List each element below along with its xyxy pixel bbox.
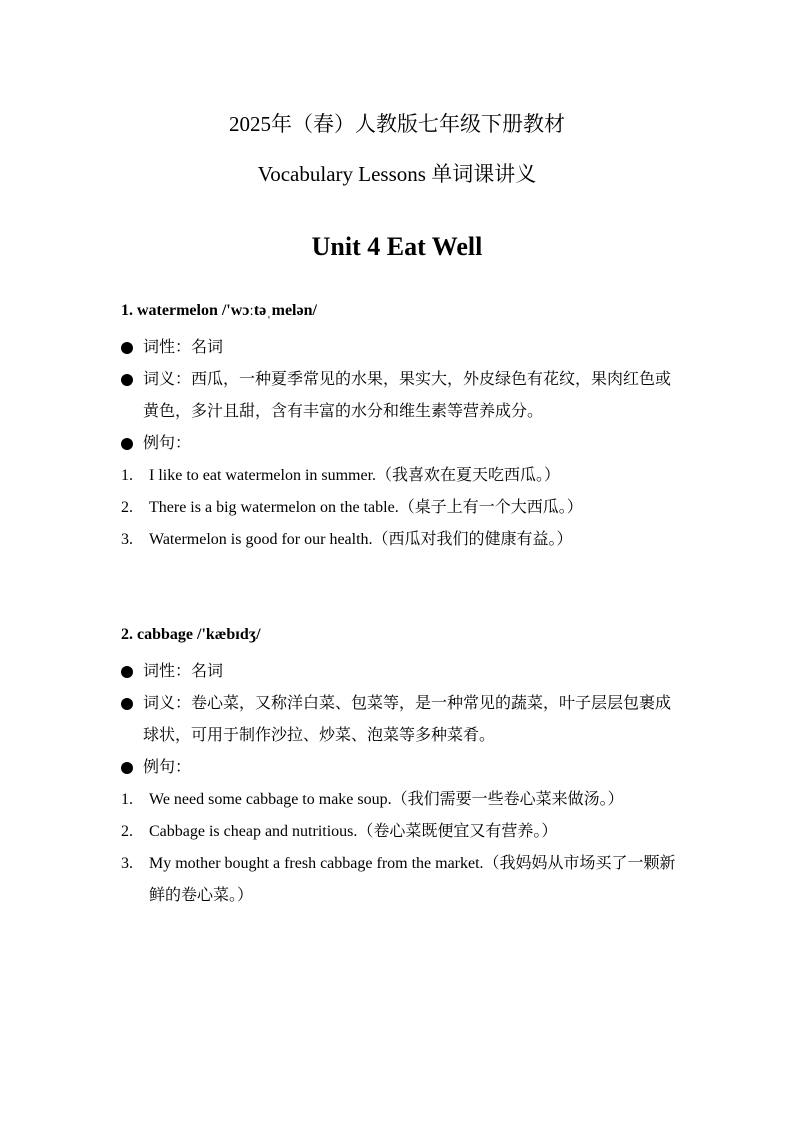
- unit-title: Unit 4 Eat Well: [311, 232, 483, 261]
- example-number: 1.: [121, 791, 133, 808]
- definition: [121, 688, 681, 752]
- part-of-speech: [121, 656, 681, 688]
- bullet-icon: [121, 698, 133, 710]
- definition-text: 词义：卷心菜，又称洋白菜、包菜等，是一种常见的蔬菜，叶子层层包裹成球状，可用于制作沙拉、炒菜、泡菜等多种菜肴。: [143, 695, 672, 744]
- part-of-speech: [121, 332, 681, 364]
- part-of-speech-text: 词性：名词: [143, 663, 224, 680]
- definition-text: 词义：西瓜，一种夏季常见的水果，果实大，外皮绿色有花纹，果肉红色或黄色，多汁且甜，含有丰富的水分和维生素等营养成分。: [143, 371, 672, 420]
- vocab-entry-watermelon: [121, 300, 681, 556]
- entry-phonetic: /'kæbɪdʒ/: [197, 626, 261, 643]
- bullet-icon: [121, 374, 133, 386]
- document-title: 2025年（春）人教版七年级下册教材: [229, 112, 565, 136]
- entry-heading: [121, 300, 681, 330]
- definition: [121, 364, 681, 428]
- entry-phonetic: /'wɔːtəˌmelən/: [221, 302, 317, 319]
- example-text: My mother bought a fresh cabbage from the market.（我妈妈从市场买了一颗新鲜的卷心菜。）: [149, 855, 676, 904]
- vocab-entry-cabbage: [121, 624, 681, 912]
- example-number: 2.: [121, 499, 133, 516]
- example-sentence: [121, 524, 681, 556]
- bullet-icon: [121, 438, 133, 450]
- entry-number: 1.: [121, 302, 133, 319]
- example-number: 3.: [121, 531, 133, 548]
- example-sentence: [121, 848, 681, 912]
- example-text: There is a big watermelon on the table.（桌子上有一个大西瓜。）: [149, 499, 583, 516]
- example-text: I like to eat watermelon in summer.（我喜欢在夏天吃西瓜。）: [149, 467, 561, 484]
- example-sentence: [121, 492, 681, 524]
- entry-heading: [121, 624, 681, 654]
- example-number: 2.: [121, 823, 133, 840]
- entry-word: watermelon: [137, 302, 218, 319]
- part-of-speech-text: 词性：名词: [143, 339, 224, 356]
- example-text: We need some cabbage to make soup.（我们需要一些卷心菜来做汤。）: [149, 791, 624, 808]
- examples-label: [121, 428, 681, 460]
- example-sentence: [121, 816, 681, 848]
- bullet-icon: [121, 762, 133, 774]
- examples-label-text: 例句：: [143, 759, 192, 776]
- example-sentence: [121, 784, 681, 816]
- bullet-icon: [121, 666, 133, 678]
- example-sentence: [121, 460, 681, 492]
- entry-number: 2.: [121, 626, 133, 643]
- example-number: 3.: [121, 855, 133, 872]
- examples-label: [121, 752, 681, 784]
- bullet-icon: [121, 342, 133, 354]
- example-number: 1.: [121, 467, 133, 484]
- example-text: Watermelon is good for our health.（西瓜对我们的健康有益。）: [149, 531, 573, 548]
- entry-word: cabbage: [137, 626, 193, 643]
- examples-label-text: 例句：: [143, 435, 192, 452]
- document-subtitle: Vocabulary Lessons 单词课讲义: [257, 162, 537, 186]
- example-text: Cabbage is cheap and nutritious.（卷心菜既便宜又有营养。）: [149, 823, 558, 840]
